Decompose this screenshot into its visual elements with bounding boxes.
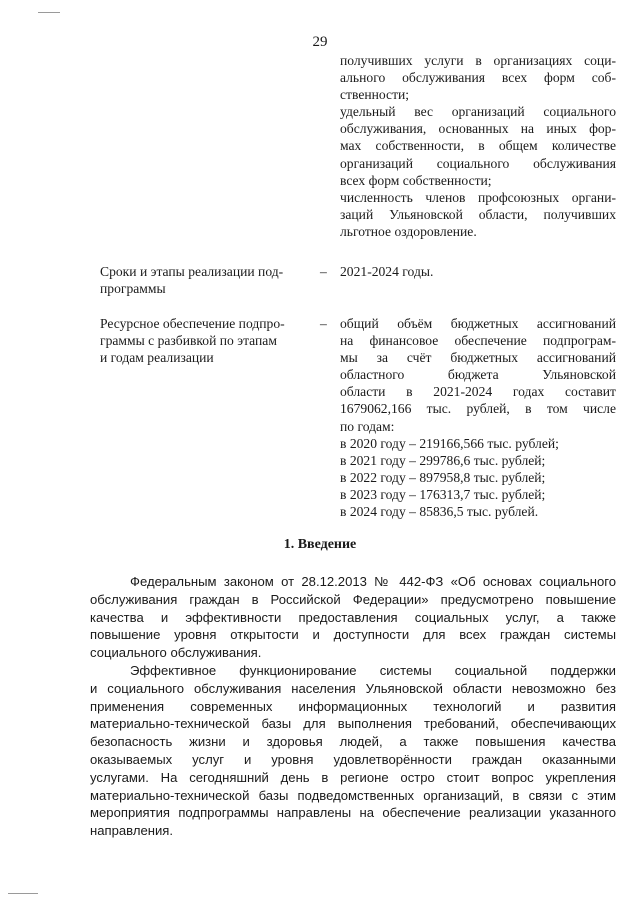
funding-year-2021: в 2021 году – 299786,6 тыс. рублей; [340, 452, 546, 468]
paragraph-1 [90, 573, 616, 662]
text-line: оказываемых услуг и уровня удовлетворённости граждан оказанными [90, 751, 616, 767]
text-line: материально-технической базы для выполнения требований, обеспечивающих [90, 716, 616, 732]
text-line: областного бюджета Ульяновской [340, 367, 616, 383]
text-line: общий объём бюджетных ассигнований [340, 316, 616, 331]
scan-mark-bottom [8, 893, 38, 894]
indicators-continued [340, 52, 616, 240]
label-line: Сроки и этапы реализации под- [100, 264, 284, 279]
funding-label [100, 315, 312, 366]
label-line: и годам реализации [100, 350, 214, 366]
timeline-dash: – [320, 264, 327, 279]
text-line: и социального обслуживания населения Ульяновской области невозможно без [90, 680, 616, 696]
paragraph-2 [90, 662, 616, 840]
funding-year-2022: в 2022 году – 897958,8 тыс. рублей; [340, 469, 546, 485]
funding-value [340, 315, 616, 520]
text-line: повышение уровня открытости и доступности для всех граждан системы [90, 627, 616, 643]
text-line: организаций социального обслуживания [340, 155, 616, 171]
funding-dash: – [320, 316, 327, 331]
text-line: применения современных информационных технологий и развития [90, 698, 616, 714]
text-line: ственности; [340, 87, 410, 103]
text-line: мах собственности, в общем количестве [340, 138, 616, 154]
funding-year-2023: в 2023 году – 176313,7 тыс. рублей; [340, 486, 546, 502]
section-title: 1. Введение [283, 537, 357, 552]
text-line: по годам: [340, 418, 395, 434]
text-line: Федеральным законом от 28.12.2013 № 442-ФЗ «Об основах социального [130, 574, 616, 589]
text-line: численность членов профсоюзных органи- [340, 189, 616, 205]
text-line: социального обслуживания. [90, 645, 262, 661]
text-line: качества и эффективности предоставления социальных услуг, а также [90, 609, 616, 625]
label-line: Ресурсное обеспечение подпро- [100, 316, 285, 331]
scan-mark-top [38, 12, 60, 13]
timeline-value [340, 263, 616, 280]
text-line: заций Ульяновской области, получивших [340, 206, 616, 222]
text-line: удельный вес организаций социального [340, 104, 616, 120]
label-line: граммы с разбивкой по этапам [100, 333, 277, 349]
funding-year-2020: в 2020 году – 219166,566 тыс. рублей; [340, 435, 559, 451]
label-line: программы [100, 281, 166, 297]
text-line: мероприятия подпрограммы направлены на обеспечение реализации указанного [90, 805, 616, 821]
text-line: Эффективное функционирование системы социальной поддержки [130, 663, 616, 678]
page-number: 29 [312, 34, 328, 50]
text-line: 2021-2024 годы. [340, 264, 434, 279]
text-line: мы за счёт бюджетных ассигнований [340, 350, 616, 366]
text-line: услугами. На сегодняшний день в регионе остро стоит вопрос укрепления [90, 769, 616, 785]
text-line: обслуживания, основанных на иных фор- [340, 121, 616, 137]
text-line: всех форм собственности; [340, 172, 492, 188]
text-line: на финансовое обеспечение подпрограм- [340, 333, 616, 349]
text-line: безопасность жизни и здоровья людей, а также повышения качества [90, 734, 616, 750]
text-line: обслуживания граждан в Российской Федерации» предусмотрено повышение [90, 591, 616, 607]
timeline-label [100, 263, 312, 297]
text-line: материально-технической базы подведомственных организаций, в связи с этим [90, 787, 616, 803]
text-line: льготное оздоровление. [340, 223, 477, 239]
text-line: 1679062,166 тыс. рублей, в том числе [340, 401, 616, 417]
text-line: области в 2021-2024 годах составит [340, 384, 616, 400]
text-line: получивших услуги в организациях соци- [340, 53, 616, 68]
funding-year-2024: в 2024 году – 85836,5 тыс. рублей. [340, 504, 539, 520]
text-line: ального обслуживания всех форм соб- [340, 70, 616, 86]
text-line: направления. [90, 823, 174, 839]
